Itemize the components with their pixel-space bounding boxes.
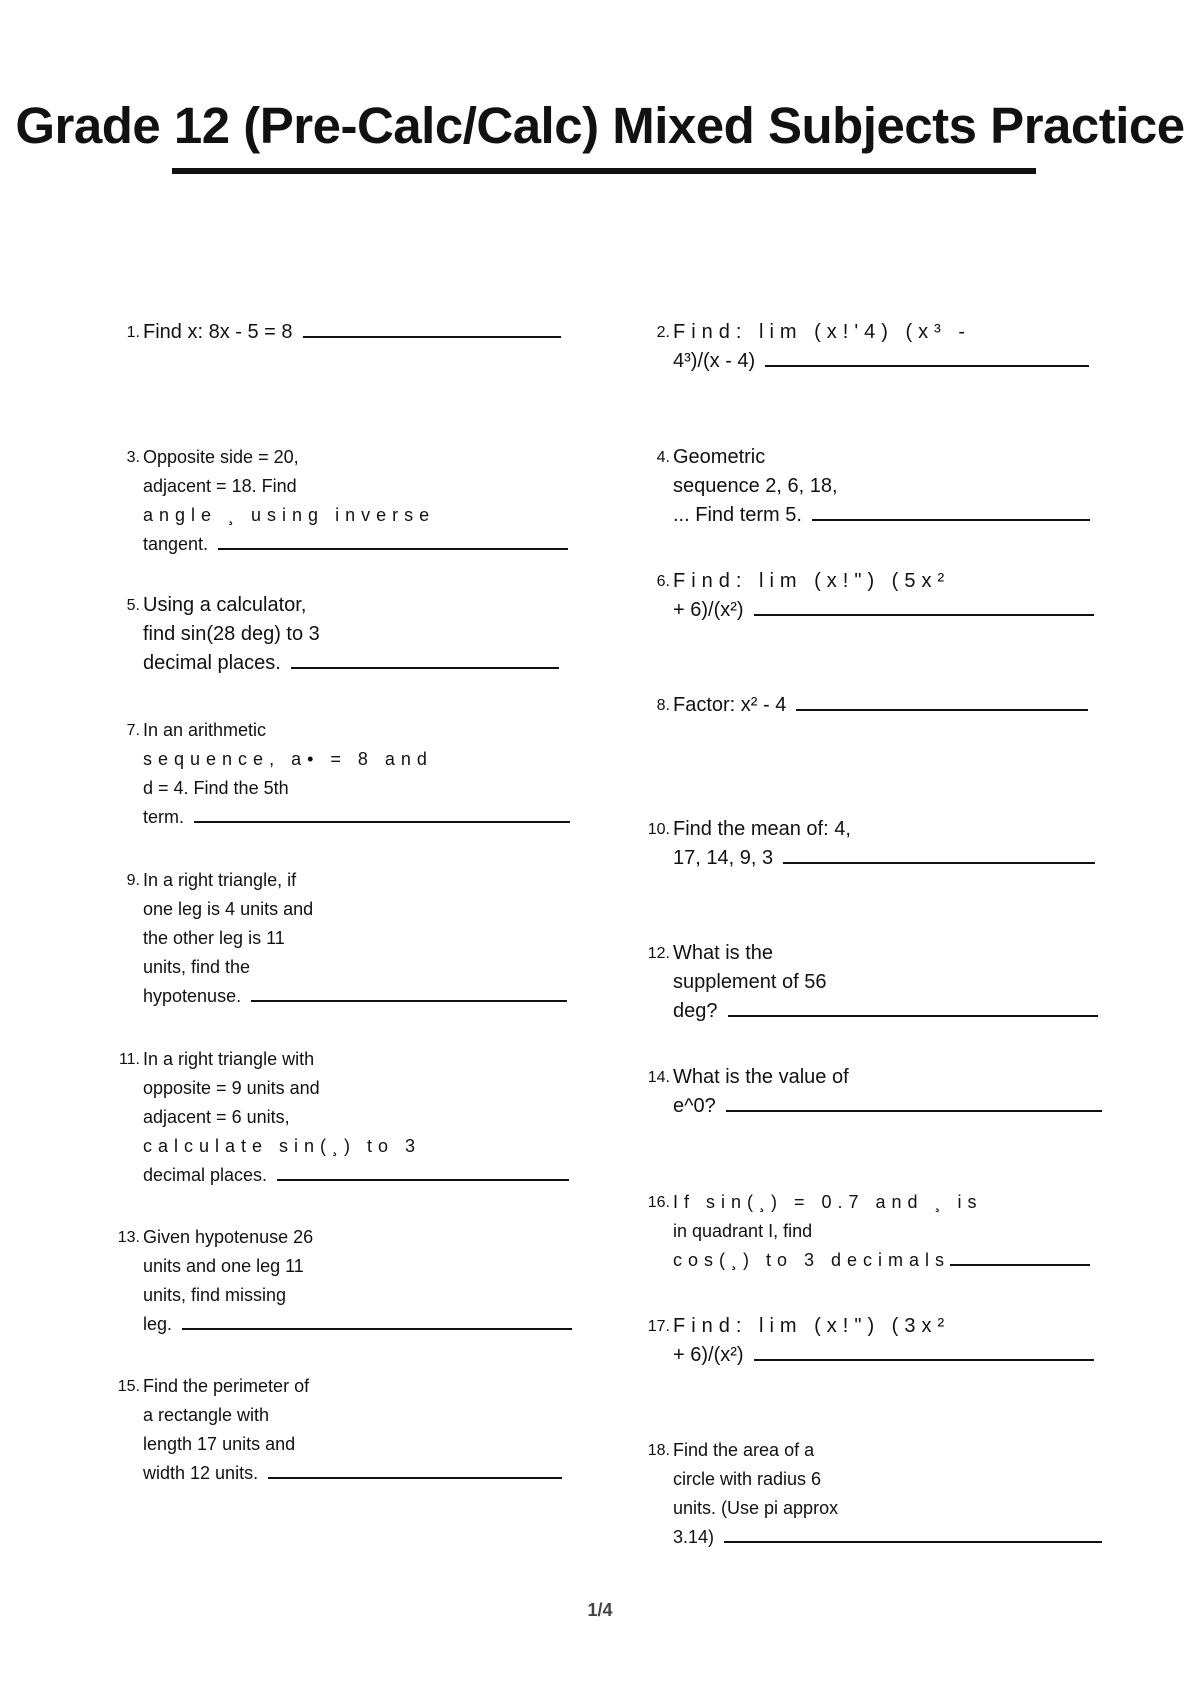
question-text-line: Find the perimeter of xyxy=(143,1376,310,1396)
question-text-line: ... Find term 5. xyxy=(673,501,1108,530)
question-text-line: find sin(28 deg) to 3 xyxy=(143,623,320,645)
question-text-line: sequence 2, 6, 18, xyxy=(673,475,838,497)
question-number: 1. xyxy=(126,324,140,341)
answer-blank[interactable] xyxy=(796,708,1088,711)
question-number: 11. xyxy=(118,1051,140,1068)
question-text-line: + 6)/(x²) xyxy=(673,596,1108,625)
question-text-line: units and one leg 11 xyxy=(143,1256,304,1276)
question-text-line: angle ¸ using inverse xyxy=(143,505,436,525)
question-text-line: circle with radius 6 xyxy=(673,1469,822,1489)
question-text-line: 3.14) xyxy=(673,1523,1108,1552)
question-number: 7. xyxy=(126,722,140,739)
question-text-line: a rectangle with xyxy=(143,1405,270,1425)
question-text-line: deg? xyxy=(673,997,1108,1026)
question-text-line: Factor: x² - 4 xyxy=(673,691,1108,720)
question-text-line: d = 4. Find the 5th xyxy=(143,778,289,798)
question-number: 14. xyxy=(647,1069,670,1086)
question-text-line: Opposite side = 20, xyxy=(143,447,299,467)
question-text-line: 17, 14, 9, 3 xyxy=(673,844,1108,873)
question-text-line: the other leg is 11 xyxy=(143,928,285,948)
question-number: 3. xyxy=(126,449,140,466)
answer-blank[interactable] xyxy=(754,1358,1094,1361)
question-number: 16. xyxy=(647,1194,670,1211)
question-text-line: leg. xyxy=(143,1310,580,1339)
question-text-line: In an arithmetic xyxy=(143,720,267,740)
question-text-line: Find x: 8x - 5 = 8 xyxy=(143,318,580,347)
question-text-line: tangent. xyxy=(143,530,580,559)
answer-blank[interactable] xyxy=(783,861,1095,864)
question-text-line: decimal places. xyxy=(143,1161,580,1190)
question-text-line: adjacent = 6 units, xyxy=(143,1107,290,1127)
answer-blank[interactable] xyxy=(194,820,570,823)
question-text-line: opposite = 9 units and xyxy=(143,1078,320,1098)
question-text-line: adjacent = 18. Find xyxy=(143,476,297,496)
answer-blank[interactable] xyxy=(291,666,559,669)
question-text-line: Find: lim (x!") (5x² xyxy=(673,570,951,592)
question-text-line: Find: lim (x!") (3x² xyxy=(673,1315,951,1337)
answer-blank[interactable] xyxy=(765,364,1089,367)
question-text-line: calculate sin(¸) to 3 xyxy=(143,1136,422,1156)
question-text-line: 4³)/(x - 4) xyxy=(673,347,1108,376)
answer-blank[interactable] xyxy=(277,1178,569,1181)
question-number: 6. xyxy=(656,573,670,590)
question-text-line: e^0? xyxy=(673,1092,1108,1121)
question-text-line: hypotenuse. xyxy=(143,982,580,1011)
question-number: 5. xyxy=(126,597,140,614)
question-text-line: width 12 units. xyxy=(143,1459,580,1488)
question-text-line: Find: lim (x!'4) (x³ - xyxy=(673,321,972,343)
question-text-line: If sin(¸) = 0.7 and ¸ is xyxy=(673,1192,983,1212)
answer-blank[interactable] xyxy=(754,613,1094,616)
answer-blank[interactable] xyxy=(728,1014,1098,1017)
question-text-line: What is the xyxy=(673,942,774,964)
question-text-line: In a right triangle, if xyxy=(143,870,297,890)
answer-blank[interactable] xyxy=(218,547,568,550)
answer-blank[interactable] xyxy=(251,999,567,1002)
answer-blank[interactable] xyxy=(182,1327,572,1330)
page-number: 1/4 xyxy=(587,1600,613,1620)
question-text-line: cos(¸) to 3 decimals xyxy=(673,1246,1108,1275)
question-text-line: + 6)/(x²) xyxy=(673,1341,1108,1370)
question-text-line: units, find missing xyxy=(143,1285,287,1305)
question-text-line: one leg is 4 units and xyxy=(143,899,314,919)
answer-blank[interactable] xyxy=(950,1263,1090,1266)
question-text-line: Find the area of a xyxy=(673,1440,815,1460)
answer-blank[interactable] xyxy=(724,1540,1102,1543)
question-text-line: supplement of 56 xyxy=(673,971,827,993)
question-text-line: units. (Use pi approx xyxy=(673,1498,839,1518)
question-number: 4. xyxy=(656,449,670,466)
question-number: 13. xyxy=(117,1229,140,1246)
question-number: 9. xyxy=(126,872,140,889)
question-number: 17. xyxy=(647,1318,670,1335)
question-text-line: decimal places. xyxy=(143,649,580,678)
answer-blank[interactable] xyxy=(812,518,1090,521)
question-text-line: sequence, a• = 8 and xyxy=(143,749,433,769)
question-text-line: Using a calculator, xyxy=(143,594,307,616)
question-number: 2. xyxy=(656,324,670,341)
question-text-line: Given hypotenuse 26 xyxy=(143,1227,314,1247)
question-number: 8. xyxy=(656,697,670,714)
answer-blank[interactable] xyxy=(268,1476,562,1479)
question-text-line: term. xyxy=(143,803,580,832)
question-number: 15. xyxy=(117,1378,140,1395)
question-text-line: in quadrant I, find xyxy=(673,1221,813,1241)
question-text-line: Geometric xyxy=(673,446,766,468)
question-number: 18. xyxy=(647,1442,670,1459)
answer-blank[interactable] xyxy=(726,1109,1102,1112)
question-text-line: units, find the xyxy=(143,957,251,977)
question-text-line: length 17 units and xyxy=(143,1434,296,1454)
page-title: Grade 12 (Pre-Calc/Calc) Mixed Subjects Practice xyxy=(15,97,1185,154)
question-text-line: Find the mean of: 4, xyxy=(673,818,851,840)
question-text-line: In a right triangle with xyxy=(143,1049,315,1069)
question-text-line: What is the value of xyxy=(673,1066,849,1088)
question-number: 10. xyxy=(647,821,670,838)
question-number: 12. xyxy=(647,945,670,962)
title-underline xyxy=(172,168,1036,174)
answer-blank[interactable] xyxy=(303,335,561,338)
